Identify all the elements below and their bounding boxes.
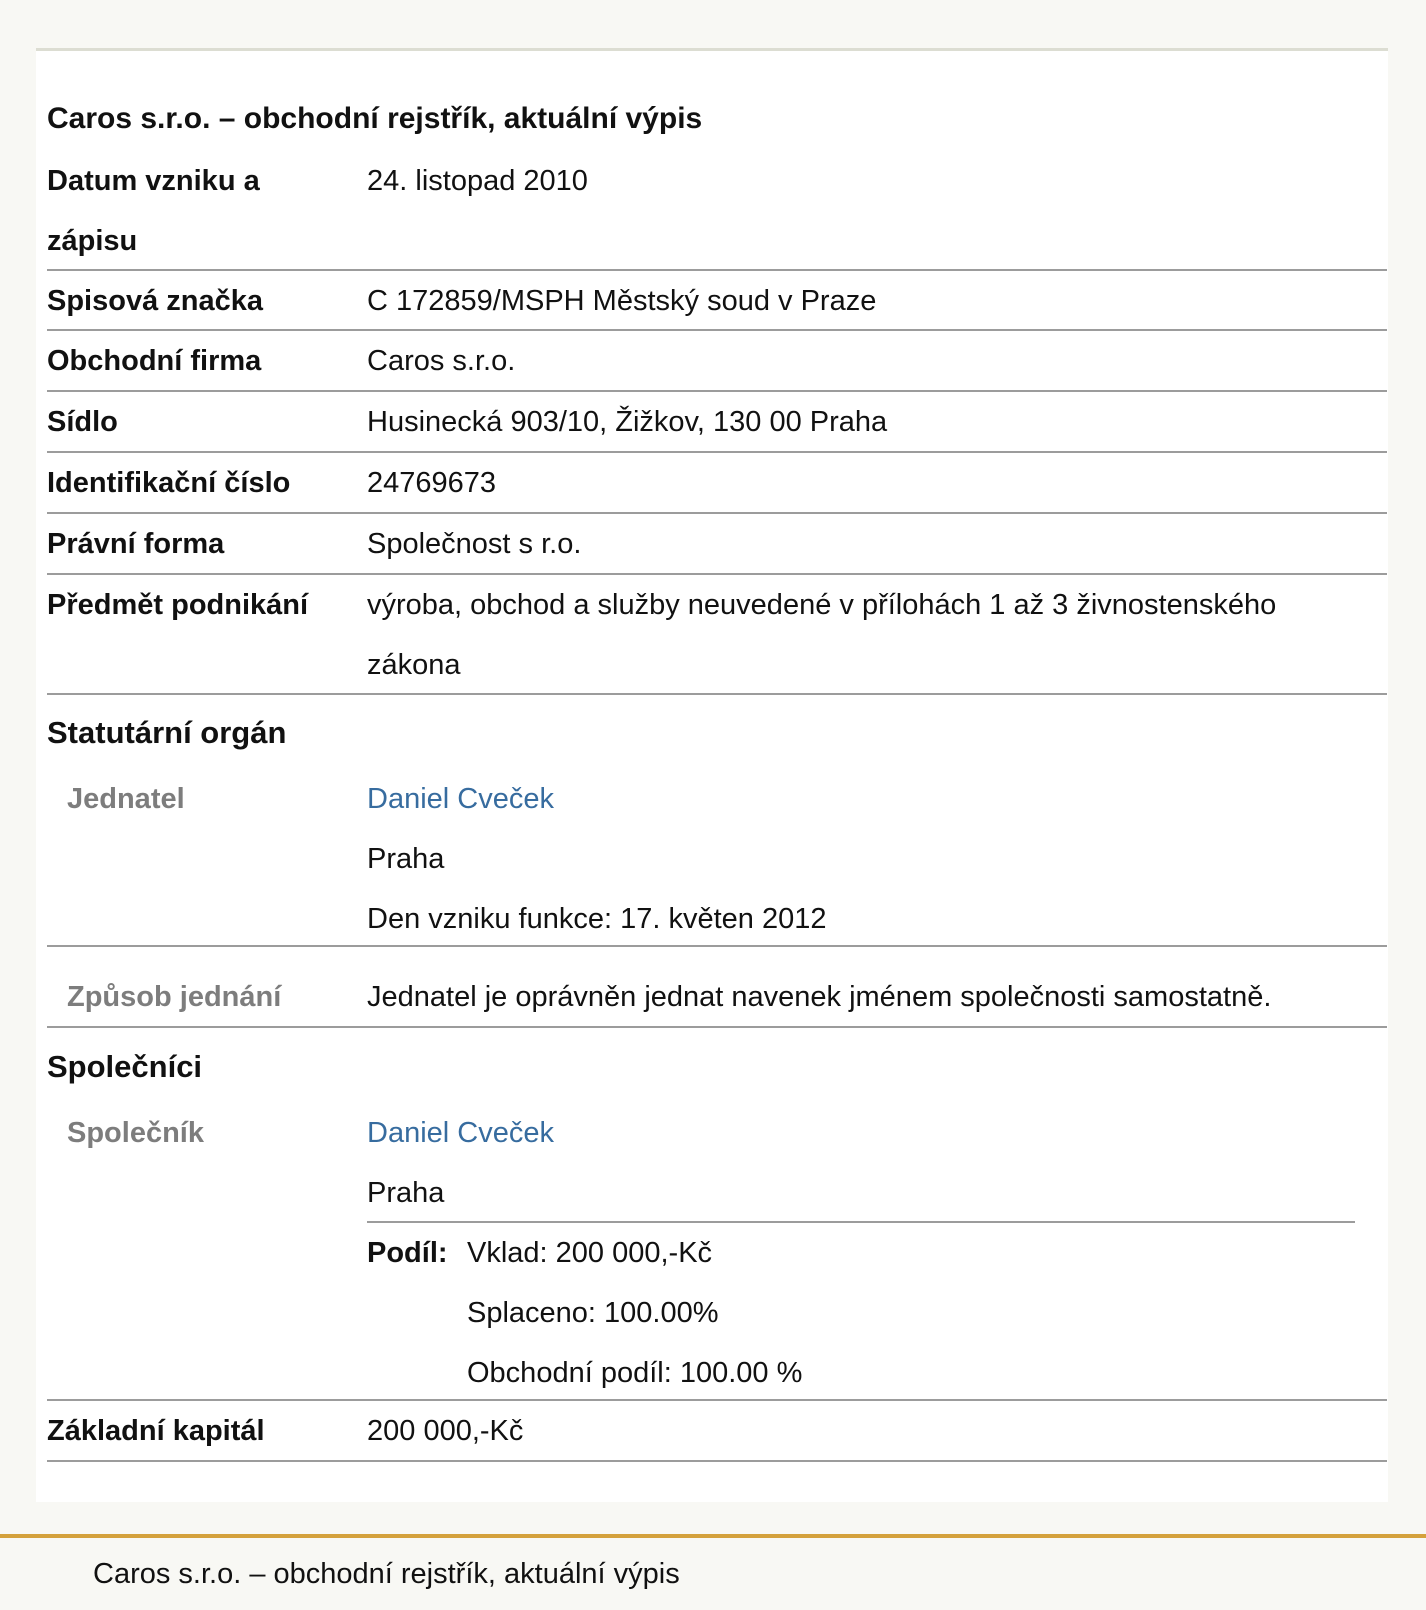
row-value — [367, 1103, 554, 1223]
person-city: Praha — [367, 1177, 445, 1209]
row-pravni-forma — [47, 514, 1387, 575]
page-footer — [0, 1534, 1426, 1610]
page-title: Caros s.r.o. – obchodní rejstřík, aktuální výpis — [47, 102, 703, 135]
row-label: Sídlo — [47, 406, 118, 438]
function-since: Den vzniku funkce: 17. květen 2012 — [367, 903, 827, 935]
row-value: 24769673 — [367, 467, 497, 499]
row-zakladni-kapital — [47, 1401, 1387, 1462]
person-link[interactable]: Daniel Cveček — [367, 1117, 554, 1149]
row-datum-vzniku — [47, 151, 1387, 271]
share-vklad: Vklad: 200 000,-Kč — [467, 1237, 713, 1269]
row-label: Identifikační číslo — [47, 467, 291, 499]
person-link[interactable]: Daniel Cveček — [367, 783, 554, 815]
row-spisova-znacka — [47, 271, 1387, 331]
footer-title: Caros s.r.o. – obchodní rejstřík, aktuální výpis — [93, 1558, 680, 1590]
row-value: 24. listopad 2010 — [367, 165, 588, 197]
share-splaceno: Splaceno: 100.00% — [467, 1297, 719, 1329]
person-city: Praha — [367, 843, 445, 875]
row-label: Způsob jednání — [67, 981, 282, 1013]
row-value: Husinecká 903/10, Žižkov, 130 00 Praha — [367, 406, 888, 438]
row-value: C 172859/MSPH Městský soud v Praze — [367, 285, 877, 317]
row-label: Předmět podnikání — [47, 589, 309, 621]
row-identifikacni-cislo — [47, 453, 1387, 514]
row-label: Základní kapitál — [47, 1415, 265, 1447]
row-value: Společnost s r.o. — [367, 528, 582, 560]
row-value: 200 000,-Kč — [367, 1415, 524, 1447]
share-label: Podíl: — [367, 1237, 448, 1269]
row-predmet-podnikani — [47, 575, 1387, 695]
row-label: Obchodní firma — [47, 345, 262, 377]
row-podil — [47, 1221, 1387, 1401]
row-zpusob-jednani — [47, 967, 1387, 1028]
share-block — [367, 1221, 1355, 1399]
row-label: Spisová značka — [47, 285, 263, 317]
row-jednatel — [47, 769, 1387, 947]
row-value: Caros s.r.o. — [367, 345, 516, 377]
row-value: Jednatel je oprávněn jednat navenek jménem společnosti samostatně. — [367, 981, 1272, 1013]
section-statutarni-organ: Statutární orgán — [47, 715, 287, 750]
row-label: Jednatel — [67, 783, 185, 815]
row-sidlo — [47, 392, 1387, 453]
row-obchodni-firma — [47, 331, 1387, 392]
section-spolecnici: Společníci — [47, 1049, 203, 1084]
row-spolecnik — [47, 1103, 1387, 1223]
share-values — [467, 1223, 802, 1403]
row-value — [367, 769, 826, 949]
row-value: výroba, obchod a služby neuvedené v přílohách 1 až 3 živnostenského zákona — [367, 589, 1277, 681]
share-obchodni-podil: Obchodní podíl: 100.00 % — [467, 1357, 803, 1389]
row-label: Datum vzniku a zápisu — [47, 165, 260, 257]
register-extract-card — [36, 48, 1388, 1502]
row-label: Právní forma — [47, 528, 225, 560]
row-label: Společník — [67, 1117, 204, 1149]
